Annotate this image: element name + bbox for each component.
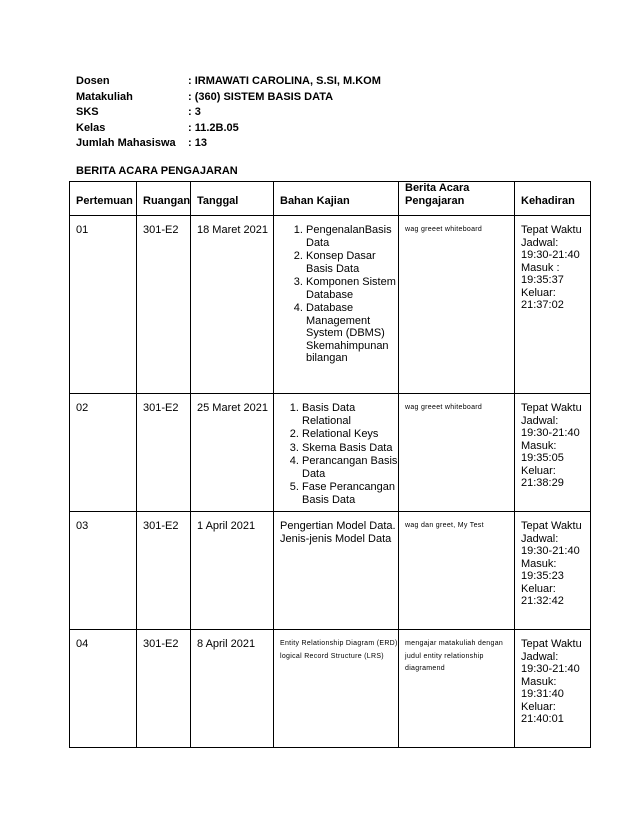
info-value: : 11.2B.05 [188, 121, 239, 134]
list-item: 1. PengenalanBasis Data [306, 224, 398, 249]
header-pertemuan: Pertemuan [70, 182, 137, 216]
table-row [70, 216, 591, 394]
cell-tanggal: 1 April 2021 [191, 512, 274, 630]
course-info [76, 74, 381, 152]
info-label: Matakuliah [76, 90, 133, 103]
cell-pertemuan: 01 [70, 216, 137, 394]
header-bahan-kajian: Bahan Kajian [274, 182, 399, 216]
section-title: BERITA ACARA PENGAJARAN [76, 165, 238, 177]
cell-kehadiran: Tepat Waktu Jadwal: 19:30-21:40 Masuk: 19:31:40 Keluar: 21:40:01 [515, 630, 591, 748]
cell-ruangan: 301-E2 [137, 394, 191, 512]
list-item: 3. Skema Basis Data [302, 442, 398, 455]
cell-pertemuan: 02 [70, 394, 137, 512]
cell-ruangan: 301-E2 [137, 216, 191, 394]
info-label: Jumlah Mahasiswa [76, 137, 176, 149]
info-row-matakuliah [76, 90, 381, 106]
cell-berita-acara: mengajar matakuliah dengan judul entity relationship diagramend [399, 630, 515, 748]
info-row-jumlah-mahasiswa [76, 136, 381, 152]
cell-bahan-kajian: Entity Relationship Diagram (ERD) logical Record Structure (LRS) [274, 630, 399, 748]
info-value: : 13 [188, 137, 207, 149]
cell-berita-acara: wag dan greet, My Test [399, 512, 515, 630]
list-item: 4. Database Management System (DBMS) Skemahimpunan bilangan [306, 302, 398, 365]
table-row [70, 394, 591, 512]
bahan-list [280, 224, 398, 365]
cell-tanggal: 25 Maret 2021 [191, 394, 274, 512]
header-kehadiran: Kehadiran [515, 182, 591, 216]
header-berita-acara: Berita Acara Pengajaran [399, 182, 515, 216]
cell-bahan-kajian [274, 216, 399, 394]
cell-berita-acara: wag greeet whiteboard [399, 394, 515, 512]
header-ruangan: Ruangan [137, 182, 191, 216]
cell-pertemuan: 03 [70, 512, 137, 630]
info-label: SKS [76, 106, 99, 118]
cell-kehadiran: Tepat Waktu Jadwal: 19:30-21:40 Masuk: 19:35:23 Keluar: 21:32:42 [515, 512, 591, 630]
info-row-dosen [76, 74, 381, 90]
list-item: 2. Konsep Dasar Basis Data [306, 250, 398, 275]
cell-kehadiran: Tepat Waktu Jadwal: 19:30-21:40 Masuk: 19:35:05 Keluar: 21:38:29 [515, 394, 591, 512]
info-value: : 3 [188, 106, 201, 118]
cell-tanggal: 8 April 2021 [191, 630, 274, 748]
table-row [70, 512, 591, 630]
cell-bahan-kajian [274, 394, 399, 512]
info-value: : (360) SISTEM BASIS DATA [188, 90, 334, 103]
list-item: 3. Komponen Sistem Database [306, 276, 398, 301]
list-item: 2. Relational Keys [302, 428, 398, 441]
info-value: : IRMAWATI CAROLINA, S.SI, M.KOM [188, 75, 381, 87]
bahan-list [280, 402, 398, 506]
info-label: Dosen [76, 75, 110, 87]
table-header-row [70, 182, 591, 216]
info-row-sks [76, 105, 381, 121]
list-item: 5. Fase Perancangan Basis Data [302, 481, 398, 506]
table-row [70, 630, 591, 748]
cell-bahan-kajian: Pengertian Model Data. Jenis-jenis Model Data [274, 512, 399, 630]
cell-pertemuan: 04 [70, 630, 137, 748]
info-row-kelas [76, 121, 381, 137]
info-label: Kelas [76, 121, 106, 134]
list-item: 1. Basis Data Relational [302, 402, 398, 427]
header-tanggal: Tanggal [191, 182, 274, 216]
list-item: 4. Perancangan Basis Data [302, 455, 398, 480]
cell-ruangan: 301-E2 [137, 512, 191, 630]
cell-kehadiran: Tepat Waktu Jadwal: 19:30-21:40 Masuk : 19:35:37 Keluar: 21:37:02 [515, 216, 591, 394]
cell-berita-acara: wag greeet whiteboard [399, 216, 515, 394]
cell-tanggal: 18 Maret 2021 [191, 216, 274, 394]
berita-acara-table [69, 181, 591, 748]
cell-ruangan: 301-E2 [137, 630, 191, 748]
